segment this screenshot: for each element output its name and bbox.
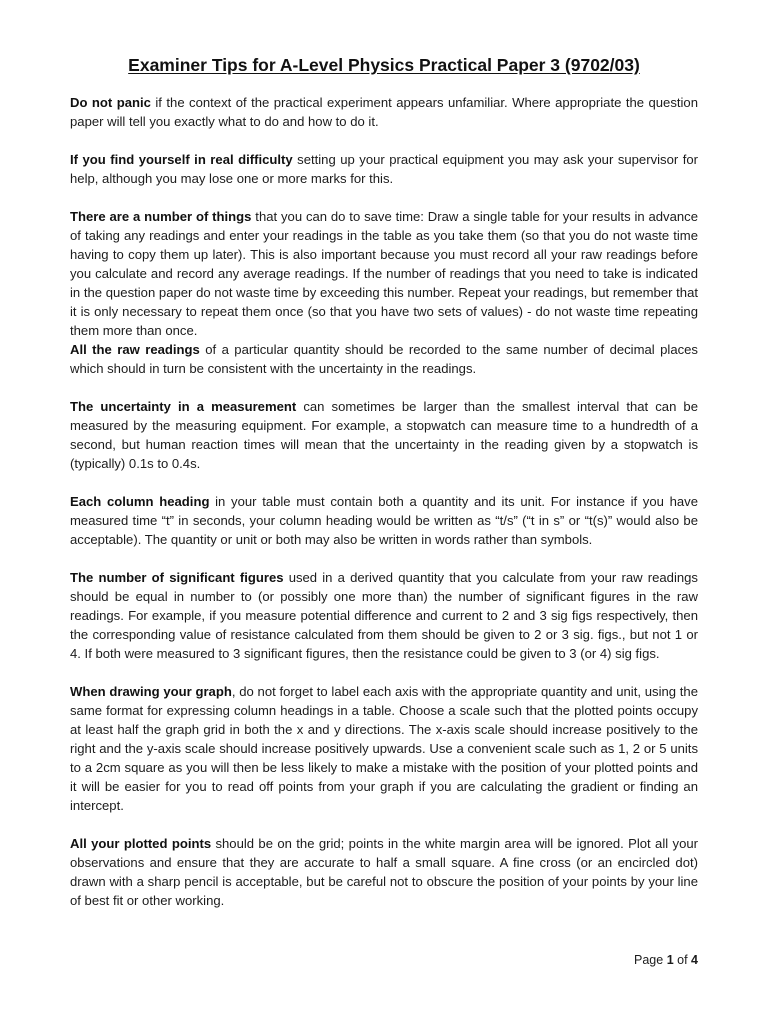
paragraph-real-difficulty — [70, 150, 698, 188]
paragraph-text: should be on the grid; points in the white margin area will be ignored. Plot all your observations and ensure that they are accurate to half a small square. A fine cross (or an encircled dot) drawn with a sharp pencil is acceptable, but be careful not to obscure the position of your points by your line of best fit or other working. — [70, 836, 698, 908]
paragraph-lead: The number of significant figures — [70, 570, 284, 585]
paragraph-significant-figures — [70, 568, 698, 663]
paragraph-lead: Do not panic — [70, 95, 151, 110]
page-number-footer — [634, 953, 698, 967]
paragraph-uncertainty — [70, 397, 698, 473]
paragraph-lead: If you find yourself in real difficulty — [70, 152, 293, 167]
paragraph-save-time — [70, 207, 698, 340]
paragraph-text: if the context of the practical experiment appears unfamiliar. Where appropriate the question paper will tell you exactly what to do and how to do it. — [70, 95, 698, 129]
paragraph-lead: The uncertainty in a measurement — [70, 399, 297, 414]
paragraph-drawing-graph — [70, 682, 698, 815]
paragraph-plotted-points — [70, 834, 698, 910]
paragraph-do-not-panic — [70, 93, 698, 131]
paragraph-text: , do not forget to label each axis with the appropriate quantity and unit, using the same format for expressing column headings in a table. Choose a scale such that the plotted points occupy at least half the graph grid in both the x and y directions. The x-axis scale should increase positively to the right and the y-axis scale should increase positively upwards. Use a convenient scale such as 1, 2 or 5 units to a 2cm square as you will then be less likely to make a mistake with the position of your plotted points and it will be easier for you to read off points from your graph if you are calculating the gradient or finding an intercept. — [70, 684, 698, 813]
paragraph-lead: All the raw readings — [70, 342, 200, 357]
document-body — [70, 93, 698, 910]
paragraph-lead: All your plotted points — [70, 836, 212, 851]
paragraph-text: that you can do to save time: Draw a single table for your results in advance of taking any readings and enter your readings in the table as you take them (so that you do not waste time having to copy them up later). This is also important because you must record all your raw readings before you calculate and record any average readings. If the number of readings that you need to take is indicated in the question paper do not waste time by exceeding this number. Repeat your readings, but remember that it is only necessary to repeat them once (so that you have two sets of values) - do not waste time repeating them more than once. — [70, 209, 698, 338]
paragraph-text: of a particular quantity should be recorded to the same number of decimal places which should in turn be consistent with the uncertainty in the readings. — [70, 342, 698, 376]
paragraph-column-heading — [70, 492, 698, 549]
document-title: Examiner Tips for A-Level Physics Practical Paper 3 (9702/03) — [128, 55, 640, 75]
paragraph-lead: When drawing your graph — [70, 684, 232, 699]
paragraph-text: used in a derived quantity that you calculate from your raw readings should be equal in number to (or possibly one more than) the number of significant figures in the raw readings. For example, if you measure potential difference and current to 2 and 3 sig figs respectively, then the corresponding value of resistance calculated from them should be given to 2 or 3 sig. figs., but not 1 or 4. If both were measured to 3 significant figures, then the resistance could be given to 3 (or 4) sig figs. — [70, 570, 698, 661]
paragraph-raw-readings — [70, 340, 698, 378]
paragraph-text: setting up your practical equipment you may ask your supervisor for help, although you may lose one or more marks for this. — [70, 152, 698, 186]
of-word: of — [677, 953, 688, 967]
page-word: Page — [634, 953, 664, 967]
current-page-number: 1 — [666, 953, 674, 967]
paragraph-lead: There are a number of things — [70, 209, 252, 224]
total-page-count: 4 — [691, 953, 698, 967]
paragraph-text: in your table must contain both a quantity and its unit. For instance if you have measured time “t” in seconds, your column heading would be written as “t/s” (“t in s” or “t(s)” would also be acceptable). The quantity or unit or both may also be written in words rather than symbols. — [70, 494, 699, 547]
paragraph-text: can sometimes be larger than the smallest interval that can be measured by the measuring equipment. For example, a stopwatch can measure time to a hundredth of a second, but human reaction times will mean that the uncertainty in the reading given by a stopwatch is (typically) 0.1s to 0.4s. — [70, 399, 698, 471]
paragraph-lead: Each column heading — [70, 494, 210, 509]
